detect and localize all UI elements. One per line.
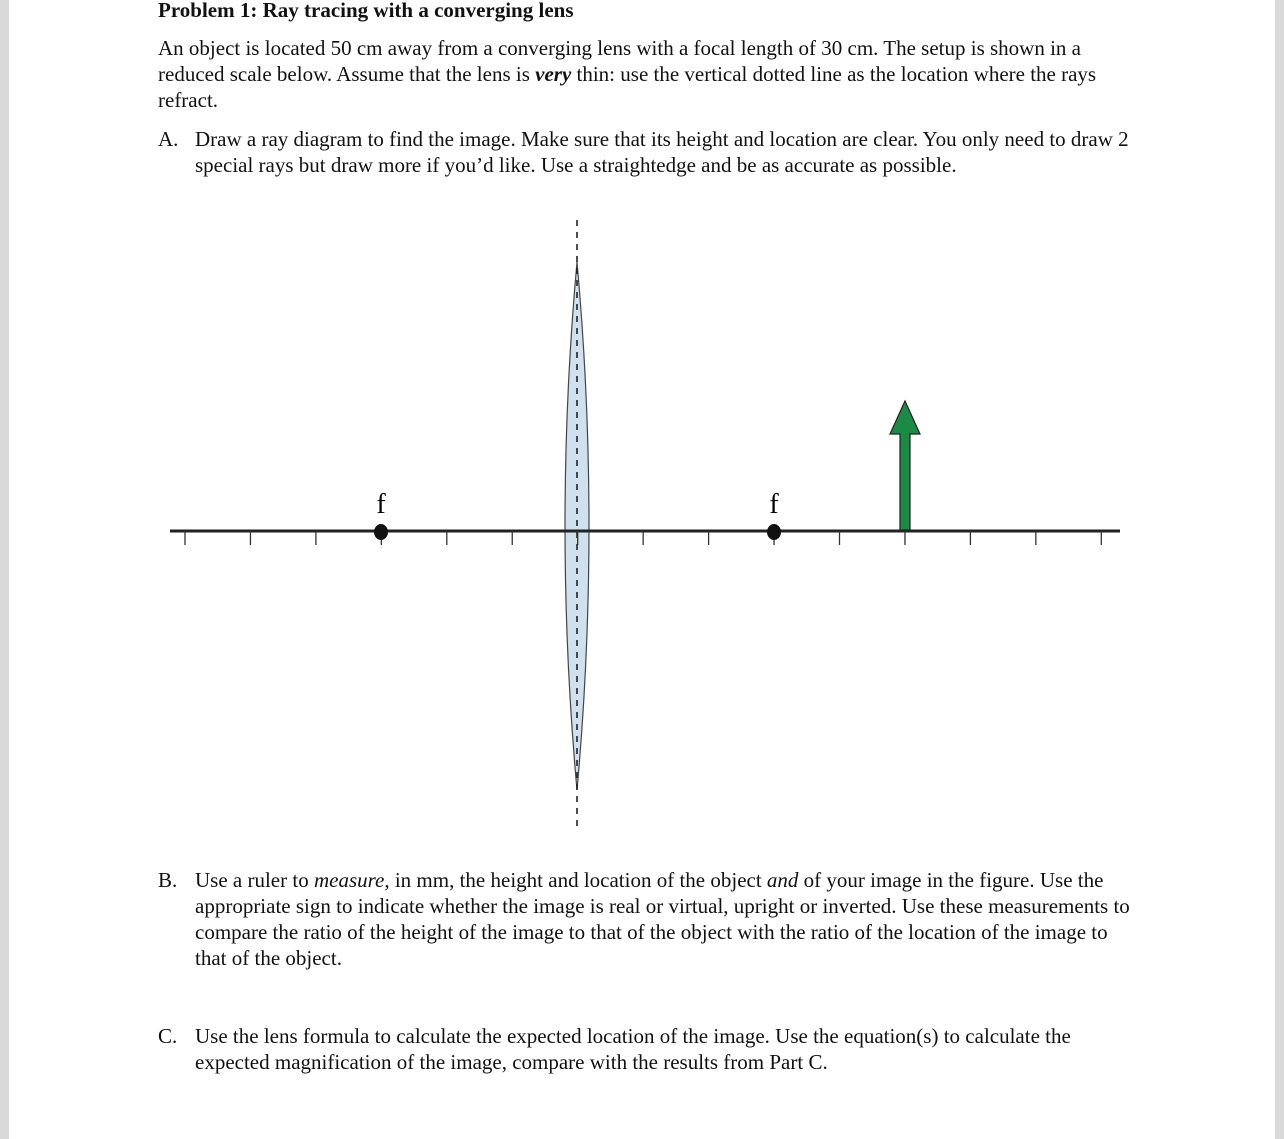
part-b-emph-2: and	[766, 868, 799, 892]
focal-point-left	[374, 524, 388, 540]
part-c-text: Use the lens formula to calculate the expected location of the image. Use the equation(s) to calculate the expected magnification of the image, compare with the results from Part C.	[195, 1024, 1071, 1074]
part-a-label: A.	[158, 127, 179, 151]
part-b-text-1: Use a ruler to	[195, 868, 314, 892]
part-b-emph-1: measure,	[313, 868, 390, 892]
focal-point-right	[767, 524, 781, 540]
focal-label-left: f	[376, 489, 386, 520]
part-b-label: B.	[158, 868, 178, 892]
part-c	[158, 1023, 1138, 1075]
problem-title: Problem 1: Ray tracing with a converging lens	[158, 0, 574, 22]
axis-ticks	[185, 531, 1101, 545]
part-b	[158, 867, 1138, 971]
part-b-text-3: of your image in the figure. Use the appropriate sign to indicate whether the image is real or virtual, upright or inverted. Use these measurements to compare the ratio of the height of the image to that of the object with the ratio of the location of the image to that of the object.	[195, 868, 1130, 970]
object-arrow	[890, 401, 920, 530]
intro-text-1: An object is located 50 cm away from a converging lens with a focal length of 30 cm. The setup is shown in a reduced scale below. Assume that the lens is	[158, 36, 1081, 86]
part-b-text-2: in mm, the height and location of the object	[389, 868, 767, 892]
intro-emphasis: very	[535, 62, 572, 86]
part-b-text	[195, 867, 1138, 971]
intro-text-2: thin: use the vertical dotted line as the location where the rays refract.	[158, 62, 1097, 112]
part-c-label: C.	[158, 1024, 178, 1048]
focal-label-right: f	[769, 489, 779, 520]
part-a-text: Draw a ray diagram to find the image. Make sure that its height and location are clear. You only need to draw 2 special rays but draw more if you’d like. Use a straightedge and be as accurate as possible.	[195, 127, 1129, 177]
